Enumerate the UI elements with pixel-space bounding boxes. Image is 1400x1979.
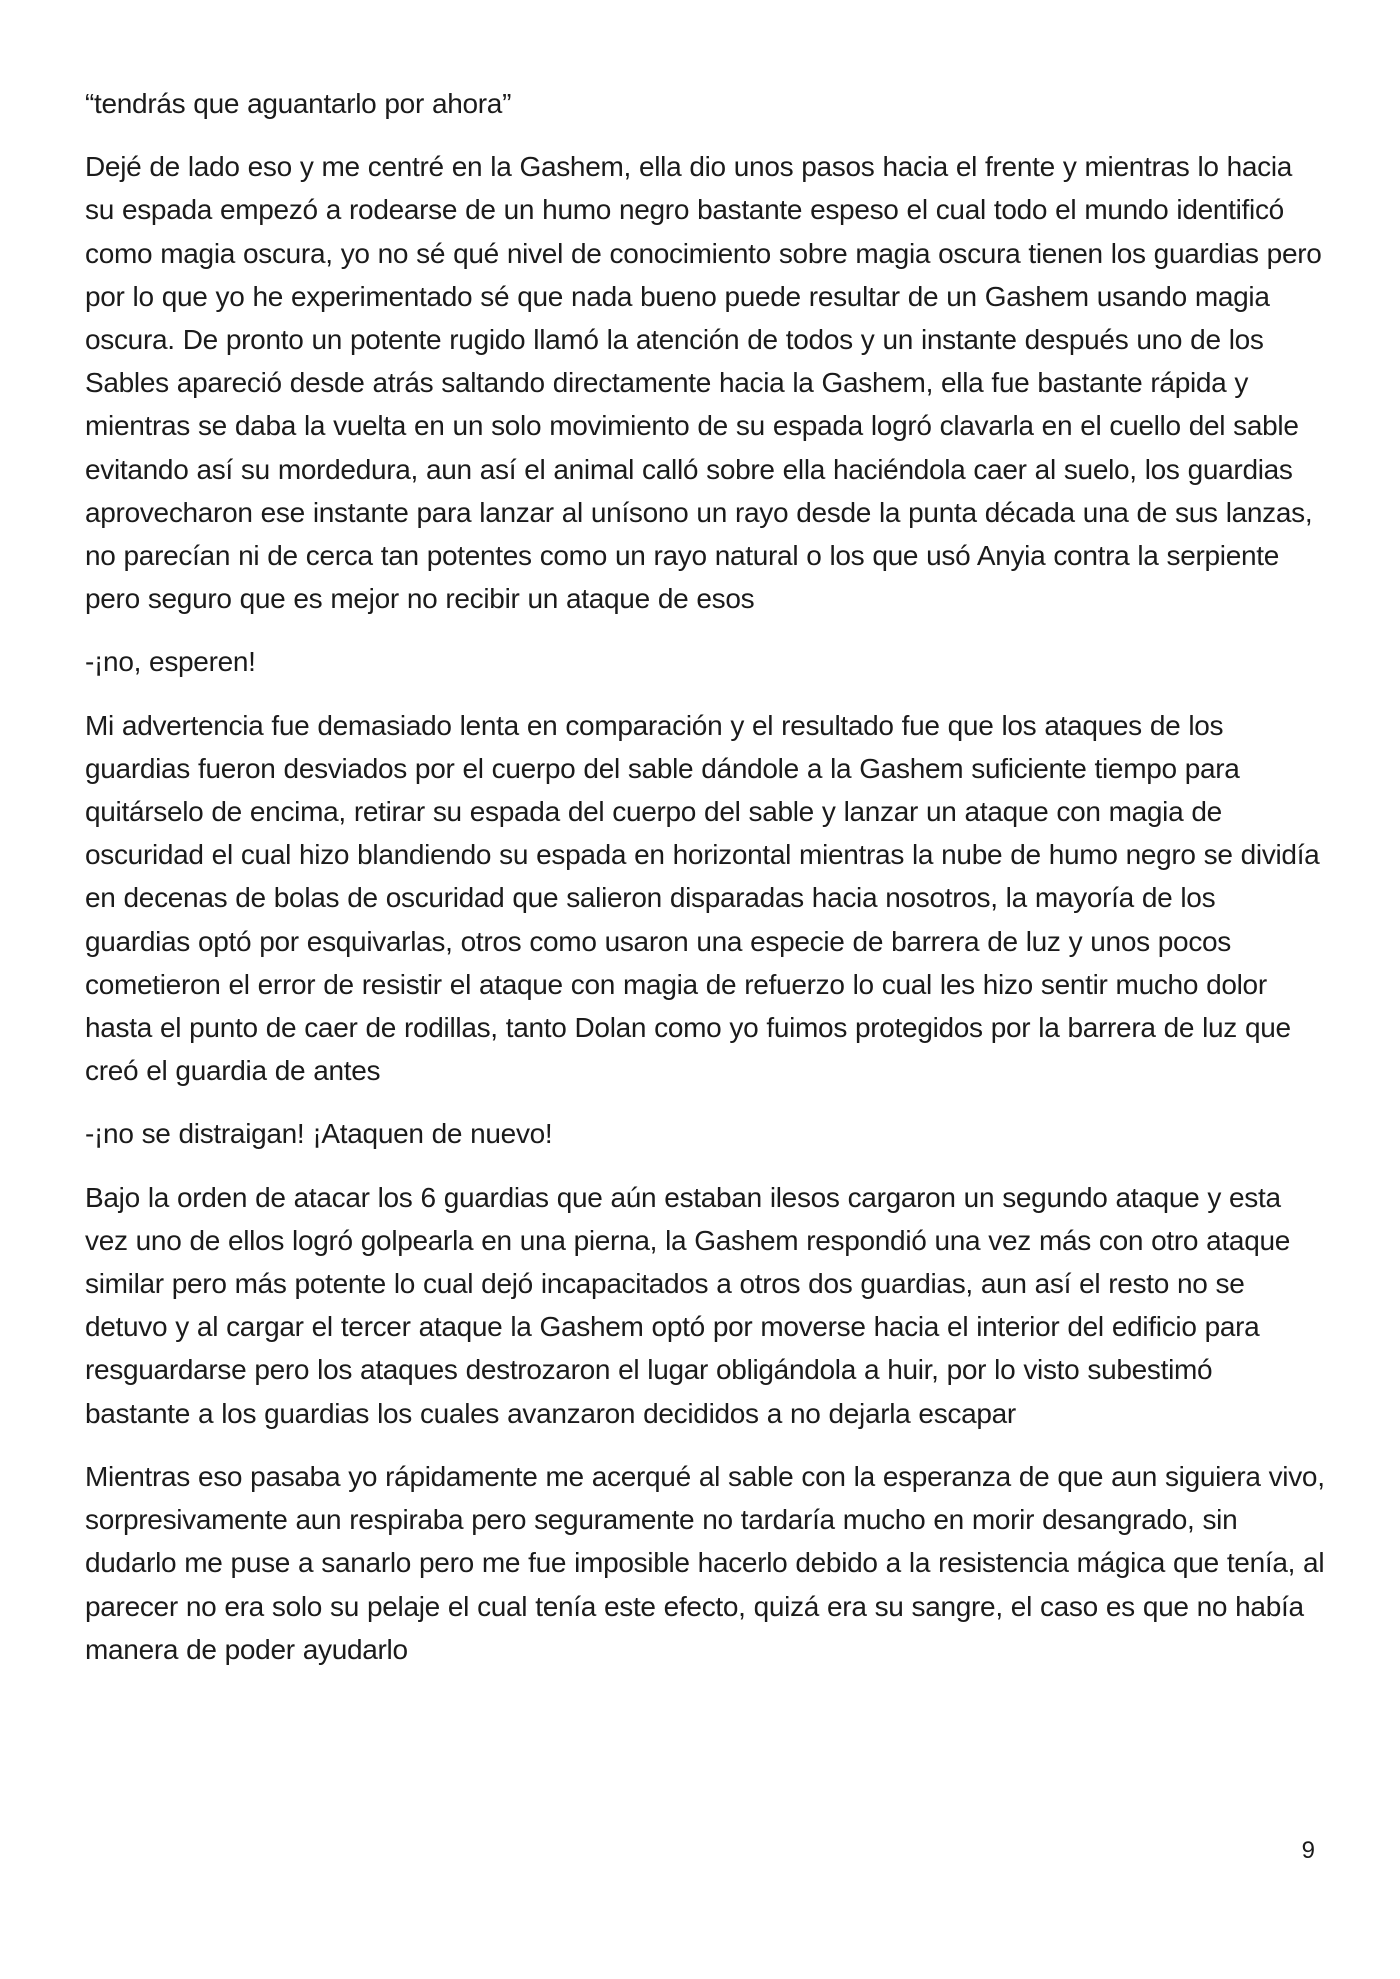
- paragraph: Mientras eso pasaba yo rápidamente me acerqué al sable con la esperanza de que aun siguiera vivo, sorpresivamente aun respiraba pero seguramente no tardaría mucho en morir desangrado, sin dudarlo me puse a sanarlo pero me fue imposible hacerlo debido a la resistencia mágica que tenía, al parecer no era solo su pelaje el cual tenía este efecto, quizá era su sangre, el caso es que no había manera de poder ayudarlo: [85, 1460, 1325, 1665]
- paragraph: Bajo la orden de atacar los 6 guardias que aún estaban ilesos cargaron un segundo ataque y esta vez uno de ellos logró golpearla en una pierna, la Gashem respondió una vez más con otro ataque similar pero más potente lo cual dejó incapacitados a otros dos guardias, aun así el resto no se detuvo y al cargar el tercer ataque la Gashem optó por moverse hacia el interior del edificio para resguardarse pero los ataques destrozaron el lugar obligándola a huir, por lo visto subestimó bastante a los guardias los cuales avanzaron decididos a no dejarla escapar: [85, 1181, 1291, 1429]
- paragraph: -¡no se distraigan! ¡Ataquen de nuevo!: [85, 1118, 553, 1150]
- paragraph: “tendrás que aguantarlo por ahora”: [85, 88, 512, 119]
- paragraph: -¡no, esperen!: [85, 646, 256, 678]
- paragraph: Mi advertencia fue demasiado lenta en comparación y el resultado fue que los ataques de los guardias fueron desviados por el cuerpo del sable dándole a la Gashem suficiente tiempo para quitárselo de encima, retirar su espada del cuerpo del sable y lanzar un ataque con magia de oscuridad el cual hizo blandiendo su espada en horizontal mientras la nube de humo negro se dividía en decenas de bolas de oscuridad que salieron disparadas hacia nosotros, la mayoría de los guardias optó por esquivarlas, otros como usaron una especie de barrera de luz y unos pocos cometieron el error de resistir el ataque con magia de refuerzo lo cual les hizo sentir mucho dolor hasta el punto de caer de rodillas, tanto Dolan como yo fuimos protegidos por la barrera de luz que creó el guardia de antes: [85, 709, 1320, 1087]
- page-number: 9: [1301, 1837, 1315, 1864]
- paragraph: Dejé de lado eso y me centré en la Gashem, ella dio unos pasos hacia el frente y mientras lo hacia su espada empezó a rodearse de un humo negro bastante espeso el cual todo el mundo identificó como magia oscura, yo no sé qué nivel de conocimiento sobre magia oscura tienen los guardias pero por lo que yo he experimentado sé que nada bueno puede resultar de un Gashem usando magia oscura. De pronto un potente rugido llamó la atención de todos y un instante después uno de los Sables apareció desde atrás saltando directamente hacia la Gashem, ella fue bastante rápida y mientras se daba la vuelta en un solo movimiento de su espada logró clavarla en el cuello del sable evitando así su mordedura, aun así el animal calló sobre ella haciéndola caer al suelo, los guardias aprovecharon ese instante para lanzar al unísono un rayo desde la punta década una de sus lanzas, no parecían ni de cerca tan potentes como un rayo natural o los que usó Anyia contra la serpiente pero seguro que es mejor no recibir un ataque de esos: [85, 151, 1322, 615]
- page-body: [85, 82, 1325, 1691]
